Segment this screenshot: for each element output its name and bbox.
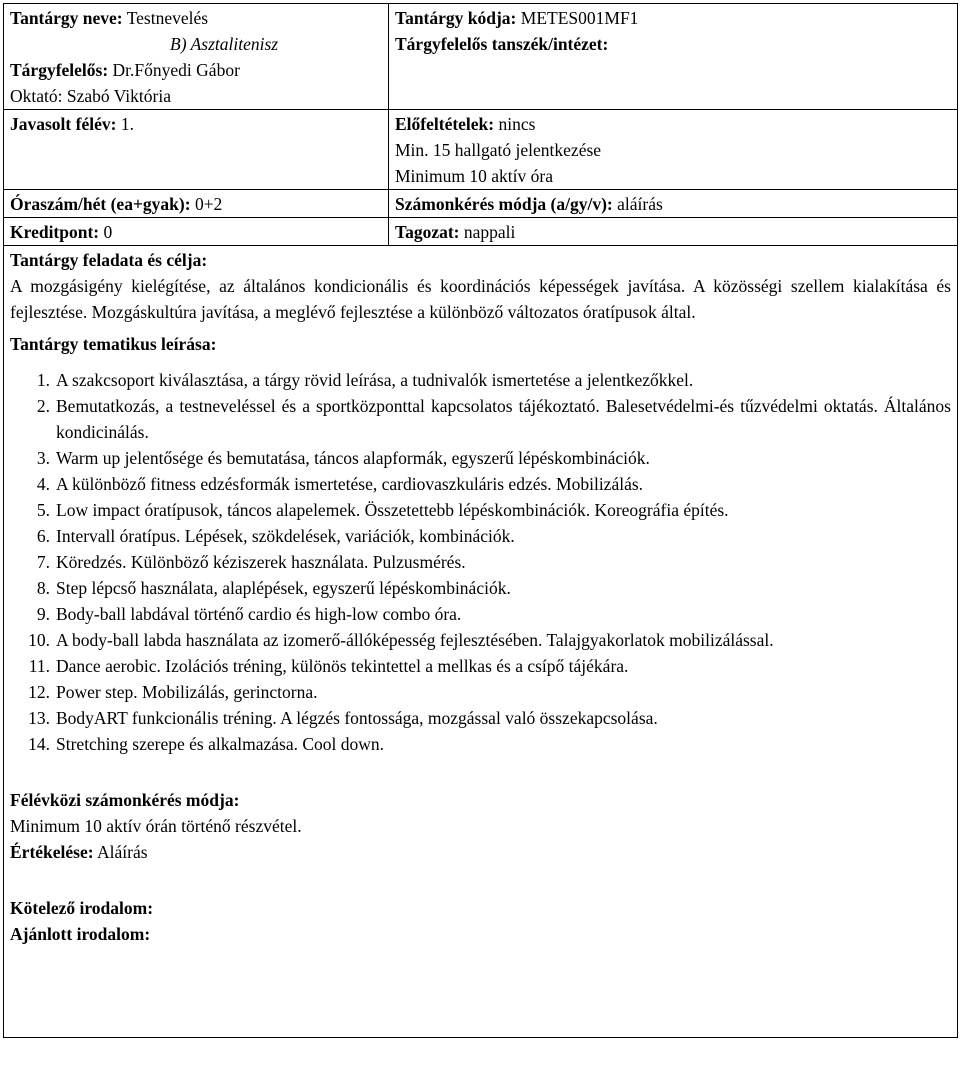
topic-text: BodyART funkcionális tréning. A légzés fontossága, mozgással való összekapcsolása. — [56, 708, 658, 728]
topic-item — [10, 705, 951, 731]
topic-text: A különböző fitness edzésformák ismertetése, cardiovaszkuláris edzés. Mobilizálás. — [56, 474, 644, 494]
topics-list — [10, 367, 951, 757]
topic-item — [10, 393, 951, 445]
evaluation-label: Értékelése: — [10, 842, 94, 862]
topic-number: 14. — [28, 734, 50, 754]
topic-item — [10, 653, 951, 679]
topic-text: Low impact óratípusok, táncos alapelemek. Összetettebb lépéskombinációk. Koreográfia építés. — [56, 500, 729, 520]
topic-text: Dance aerobic. Izolációs tréning, különös tekintettel a mellkas és a csípő tájékára. — [56, 656, 629, 676]
topic-number: 5. — [36, 500, 50, 520]
semester-label: Javasolt félév: — [10, 114, 117, 134]
topic-item — [10, 445, 951, 471]
section-label: Tagozat: — [395, 222, 460, 242]
topic-item — [10, 549, 951, 575]
topic-text: Intervall óratípus. Lépések, szökdelések, variációk, kombinációk. — [56, 526, 515, 546]
department-label: Tárgyfelelős tanszék/intézet: — [395, 34, 609, 54]
subject-name-label: Tantárgy neve: — [10, 8, 123, 28]
topic-item — [10, 627, 951, 653]
exam-label: Számonkérés módja (a/gy/v): — [395, 194, 613, 214]
assessment-text: Minimum 10 aktív órán történő részvétel. — [10, 816, 302, 836]
topic-text: Köredzés. Különböző kéziszerek használata. Pulzusmérés. — [56, 552, 466, 572]
topic-text: Stretching szerepe és alkalmazása. Cool down. — [56, 734, 385, 754]
prereq-line3: Minimum 10 aktív óra — [395, 166, 553, 186]
credit-cell — [4, 218, 389, 246]
topic-item — [10, 497, 951, 523]
topic-text: Body-ball labdával történő cardio és high-low combo óra. — [56, 604, 462, 624]
topic-number: 4. — [36, 474, 50, 494]
responsible-name: Dr.Főnyedi Gábor — [112, 60, 240, 80]
section-value: nappali — [463, 222, 516, 242]
evaluation-value: Aláírás — [97, 842, 148, 862]
code-label: Tantárgy kódja: — [395, 8, 517, 28]
topic-item — [10, 601, 951, 627]
prereq-value: nincs — [498, 114, 536, 134]
topic-item — [10, 523, 951, 549]
hours-cell — [4, 190, 389, 218]
topic-text: Bemutatkozás, a testneveléssel és a sportközponttal kapcsolatos tájékoztató. Balesetvédelmi-és tűzvédelmi oktatás. Általános kondicinálás. — [56, 396, 951, 442]
subject-code: METES001MF1 — [520, 8, 639, 28]
topic-number: 12. — [28, 682, 50, 702]
subject-info-cell — [4, 4, 389, 110]
subject-name: Testnevelés — [126, 8, 209, 28]
instructor: Oktató: Szabó Viktória — [10, 86, 171, 106]
credit-label: Kreditpont: — [10, 222, 100, 242]
content-cell — [4, 246, 958, 1038]
prereq-label: Előfeltételek: — [395, 114, 495, 134]
hours-label: Óraszám/hét (ea+gyak): — [10, 194, 191, 214]
topic-item — [10, 731, 951, 757]
topic-item — [10, 471, 951, 497]
hours-value: 0+2 — [194, 194, 223, 214]
required-literature-label: Kötelező irodalom: — [10, 898, 154, 918]
topics-label: Tantárgy tematikus leírása: — [10, 334, 217, 354]
semester-value: 1. — [120, 114, 134, 134]
topic-number: 8. — [36, 578, 50, 598]
topic-text: Step lépcső használata, alaplépések, egyszerű lépéskombinációk. — [56, 578, 511, 598]
exam-cell — [389, 190, 958, 218]
responsible-label: Tárgyfelelős: — [10, 60, 109, 80]
code-cell — [389, 4, 958, 110]
topic-item — [10, 679, 951, 705]
exam-value: aláírás — [617, 194, 663, 214]
recommended-literature-label: Ajánlott irodalom: — [10, 924, 151, 944]
topic-text: A body-ball labda használata az izomerő-állóképesség fejlesztésében. Talajgyakorlatok mobilizálással. — [56, 630, 774, 650]
topic-number: 7. — [36, 552, 50, 572]
topic-number: 1. — [36, 370, 50, 390]
semester-cell — [4, 110, 389, 190]
topic-item — [10, 575, 951, 601]
topic-item — [10, 367, 951, 393]
prereq-cell — [389, 110, 958, 190]
topic-text: Warm up jelentősége és bemutatása, táncos alapformák, egyszerű lépéskombinációk. — [56, 448, 650, 468]
topic-number: 11. — [28, 656, 50, 676]
topic-number: 13. — [28, 708, 50, 728]
goal-text: A mozgásigény kielégítése, az általános kondicionális és koordinációs képességek javítása. A közösségi szellem kialakítása és fejlesztése. Mozgáskultúra javítása, a meglévő fejlesztése a különböző változatos óratípusok által. — [10, 276, 951, 322]
topic-number: 6. — [36, 526, 50, 546]
subject-subtitle: B) Asztalitenisz — [170, 34, 279, 54]
credit-value: 0 — [103, 222, 113, 242]
section-cell — [389, 218, 958, 246]
topic-number: 2. — [36, 396, 50, 416]
topic-text: Power step. Mobilizálás, gerinctorna. — [56, 682, 318, 702]
assessment-label: Félévközi számonkérés módja: — [10, 790, 240, 810]
topic-number: 3. — [36, 448, 50, 468]
goal-label: Tantárgy feladata és célja: — [10, 250, 208, 270]
topic-text: A szakcsoport kiválasztása, a tárgy rövid leírása, a tudnivalók ismertetése a jelentkezőkkel. — [56, 370, 694, 390]
topic-number: 10. — [28, 630, 50, 650]
topic-number: 9. — [36, 604, 50, 624]
prereq-line2: Min. 15 hallgató jelentkezése — [395, 140, 602, 160]
course-sheet-table — [3, 3, 958, 1038]
